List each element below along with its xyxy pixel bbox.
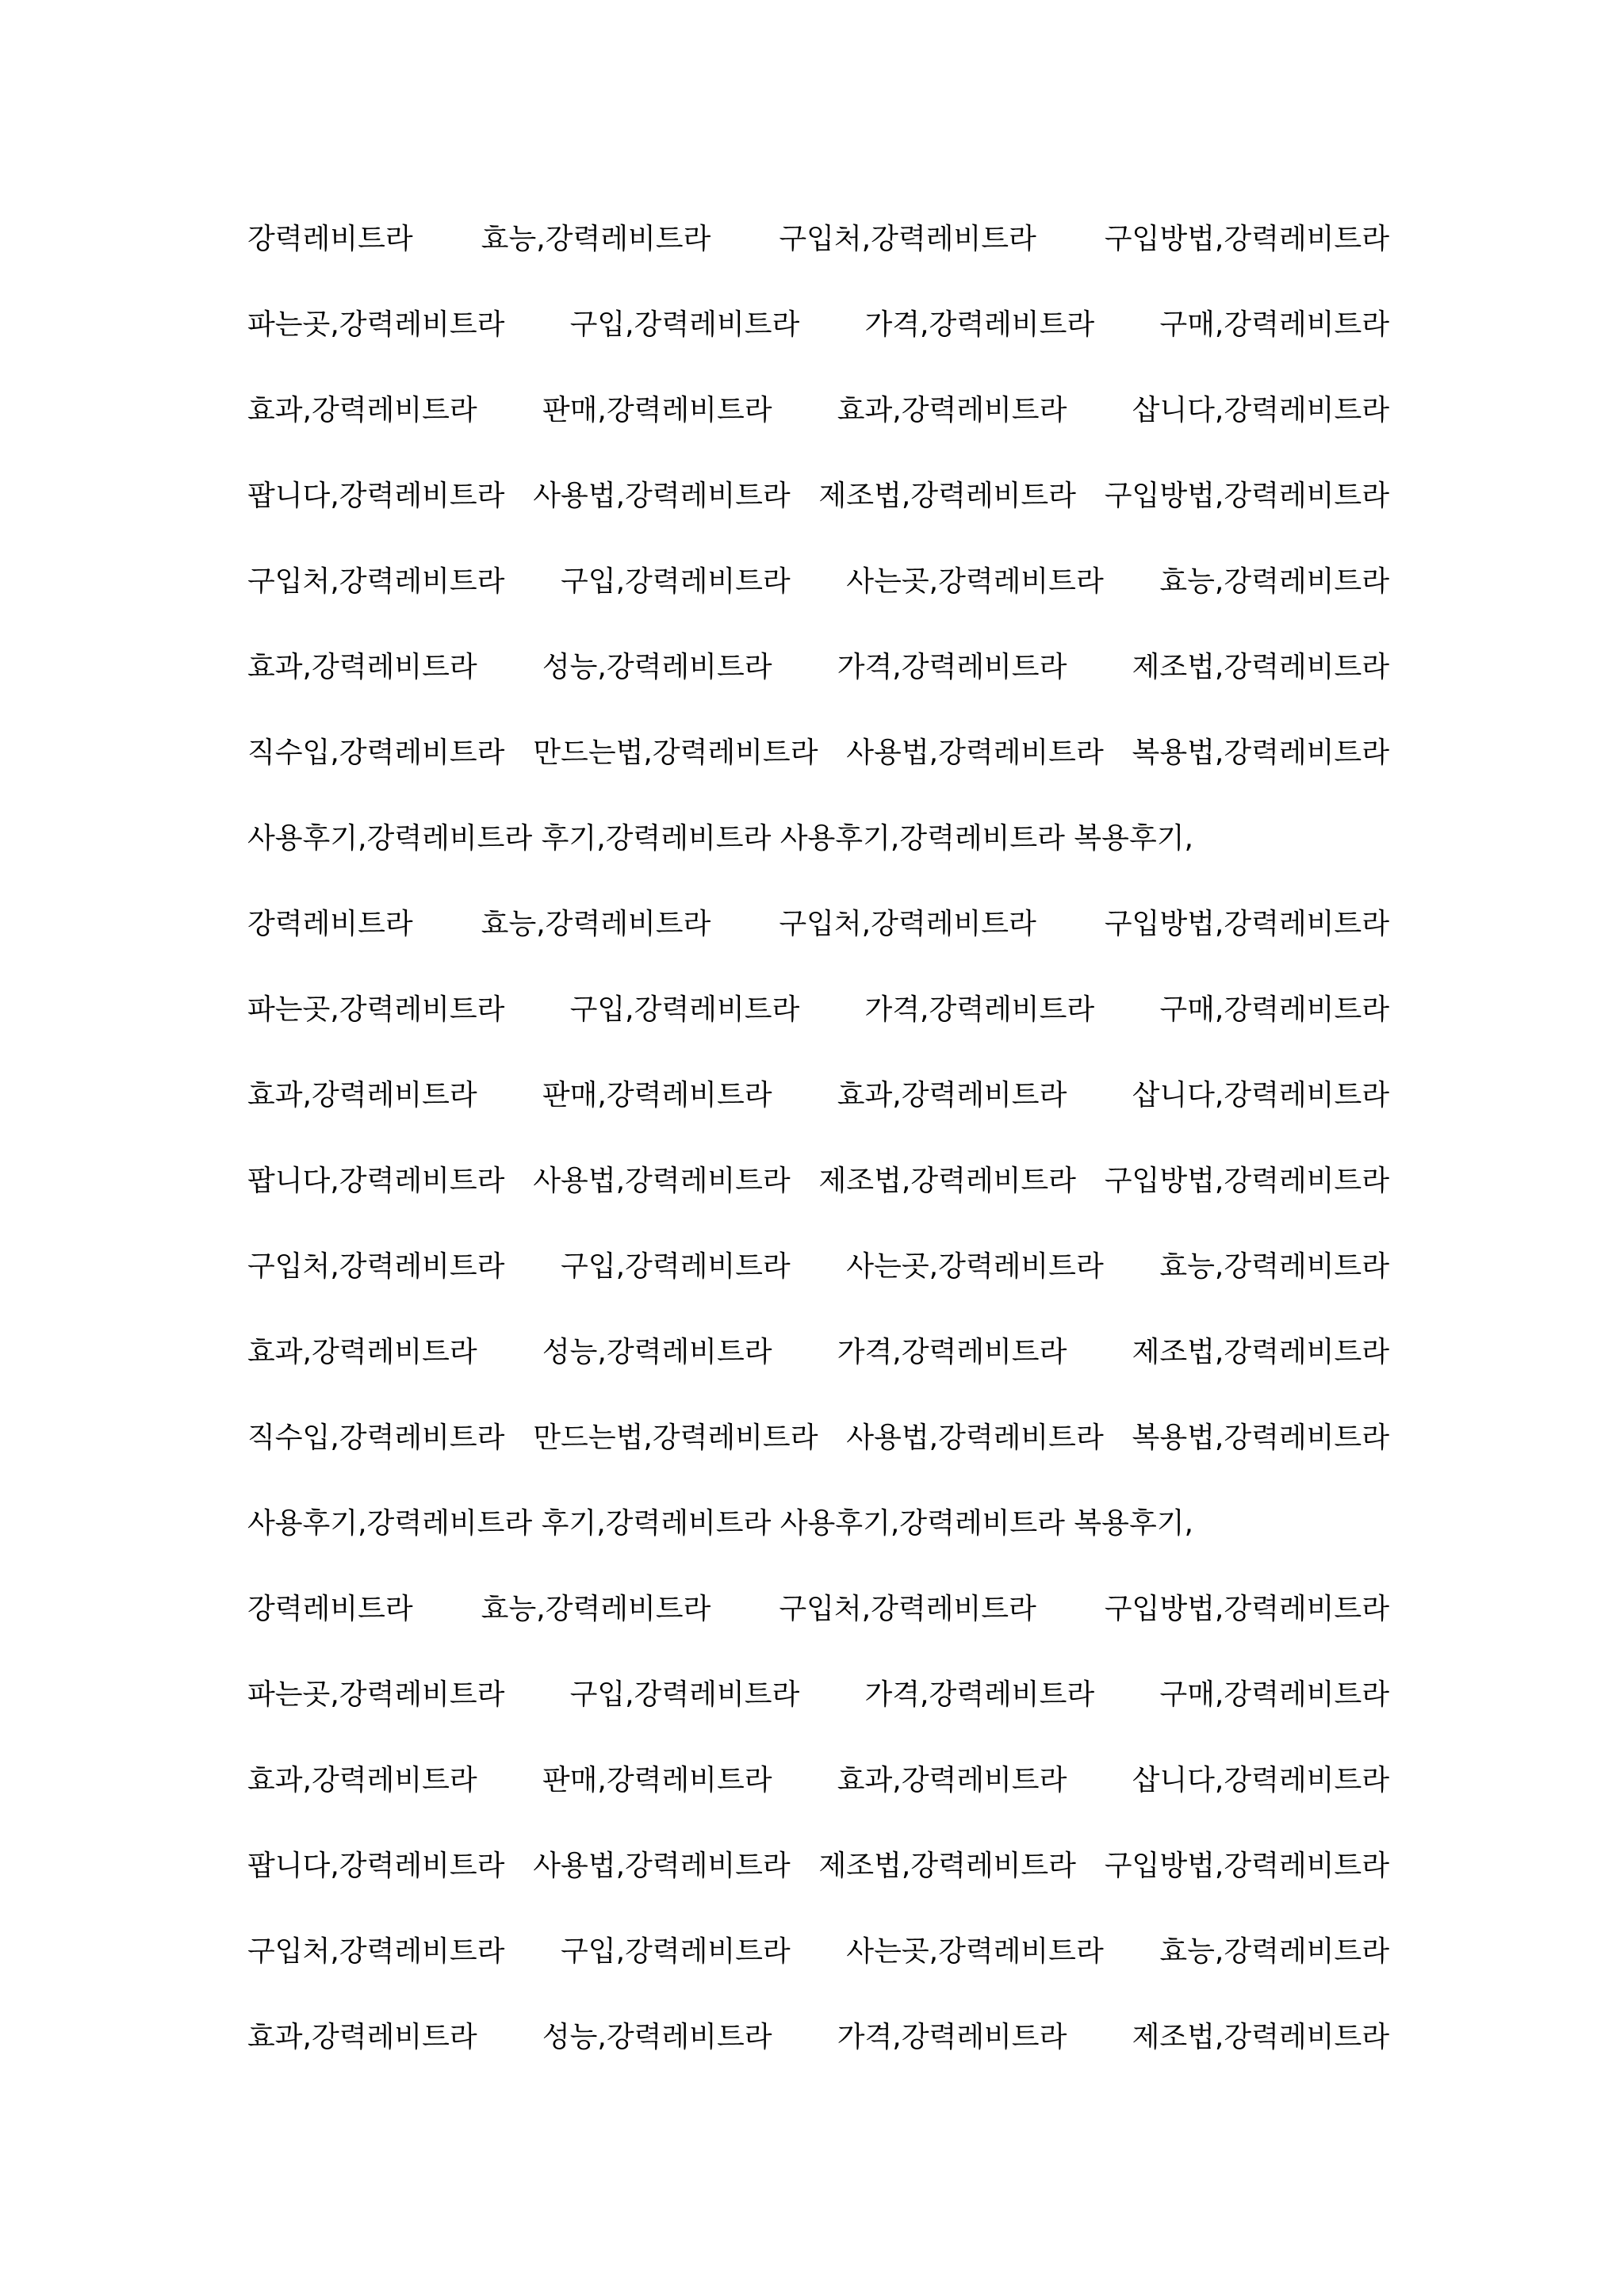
text-line: 효과,강력레비트라 판매,강력레비트라 효과,강력레비트라 삽니다,강력레비트라 — [247, 1079, 1389, 1112]
text-line: 효과,강력레비트라 성능,강력레비트라 가격,강력레비트라 제조법,강력레비트라 — [247, 651, 1389, 683]
text-line: 사용후기,강력레비트라 후기,강력레비트라 사용후기,강력레비트라 복용후기, — [247, 822, 1193, 855]
text-line: 파는곳,강력레비트라 구입,강력레비트라 가격,강력레비트라 구매,강력레비트라 — [247, 993, 1389, 1026]
text-line: 구입처,강력레비트라 구입,강력레비트라 사는곳,강력레비트라 효능,강력레비트라 — [247, 1250, 1389, 1283]
text-line: 팝니다,강력레비트라 사용법,강력레비트라 제조법,강력레비트라 구입방법,강력레비트라 — [247, 1165, 1389, 1197]
text-line: 효과,강력레비트라 판매,강력레비트라 효과,강력레비트라 삽니다,강력레비트라 — [247, 394, 1389, 427]
text-line: 구입처,강력레비트라 구입,강력레비트라 사는곳,강력레비트라 효능,강력레비트라 — [247, 1935, 1389, 1968]
text-line: 효과,강력레비트라 판매,강력레비트라 효과,강력레비트라 삽니다,강력레비트라 — [247, 1764, 1389, 1797]
text-line: 팝니다,강력레비트라 사용법,강력레비트라 제조법,강력레비트라 구입방법,강력레비트라 — [247, 480, 1389, 512]
text-line: 파는곳,강력레비트라 구입,강력레비트라 가격,강력레비트라 구매,강력레비트라 — [247, 308, 1389, 341]
text-line: 팝니다,강력레비트라 사용법,강력레비트라 제조법,강력레비트라 구입방법,강력레비트라 — [247, 1850, 1389, 1882]
text-line: 효과,강력레비트라 성능,강력레비트라 가격,강력레비트라 제조법,강력레비트라 — [247, 2021, 1389, 2053]
text-line: 강력레비트라 효능,강력레비트라 구입처,강력레비트라 구입방법,강력레비트라 — [247, 908, 1389, 940]
text-line: 파는곳,강력레비트라 구입,강력레비트라 가격,강력레비트라 구매,강력레비트라 — [247, 1678, 1389, 1711]
text-line: 직수입,강력레비트라 만드는법,강력레비트라 사용법,강력레비트라 복용법,강력레비트라 — [247, 1422, 1389, 1454]
text-line: 직수입,강력레비트라 만드는법,강력레비트라 사용법,강력레비트라 복용법,강력레비트라 — [247, 737, 1389, 769]
text-line: 구입처,강력레비트라 구입,강력레비트라 사는곳,강력레비트라 효능,강력레비트라 — [247, 565, 1389, 598]
text-line: 강력레비트라 효능,강력레비트라 구입처,강력레비트라 구입방법,강력레비트라 — [247, 223, 1389, 255]
text-line: 사용후기,강력레비트라 후기,강력레비트라 사용후기,강력레비트라 복용후기, — [247, 1507, 1193, 1540]
text-line: 효과,강력레비트라 성능,강력레비트라 가격,강력레비트라 제조법,강력레비트라 — [247, 1336, 1389, 1368]
body-text — [247, 214, 1389, 2098]
text-line: 강력레비트라 효능,강력레비트라 구입처,강력레비트라 구입방법,강력레비트라 — [247, 1593, 1389, 1625]
